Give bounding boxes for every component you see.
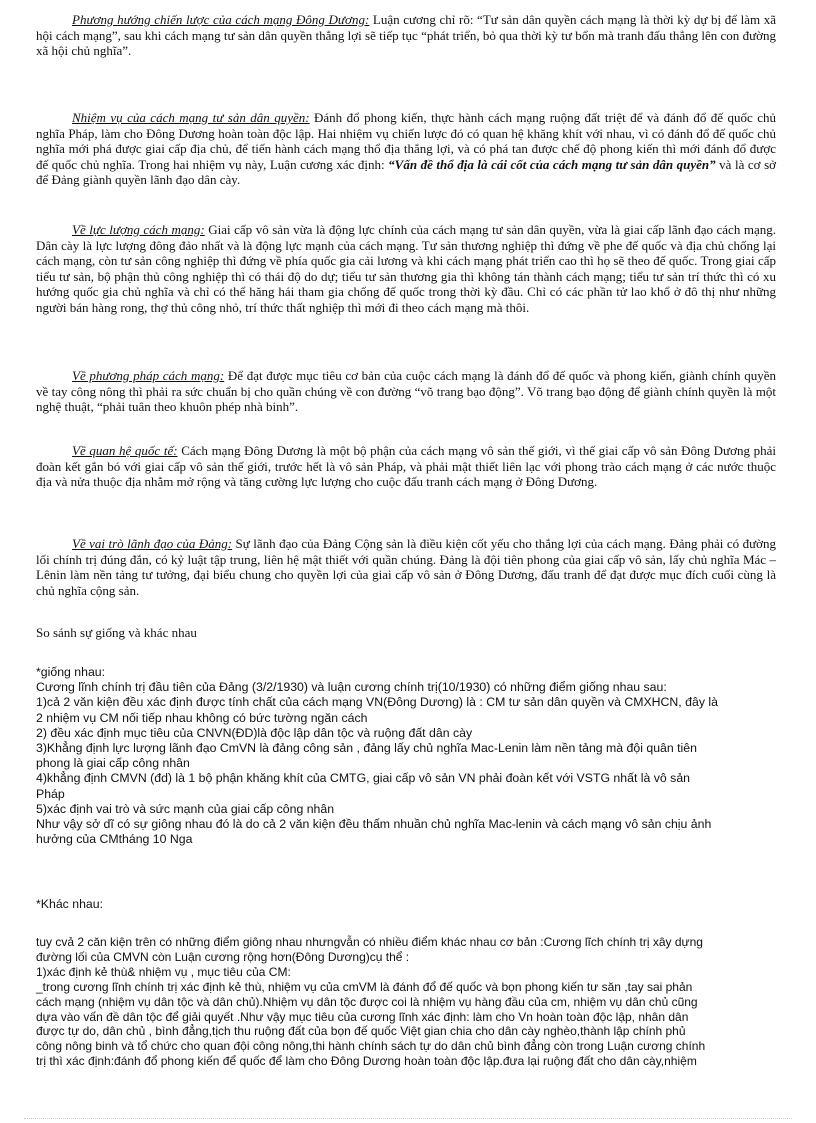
similarity-line: 5)xác định vai trò và sức mạnh của giai cấp công nhân (36, 801, 335, 816)
difference-line: công nông binh và tổ chức cho quan đội công nông,thi hành chính sách tự do dân chủ bình đẳng còn trong Luận cương chính (36, 1039, 706, 1054)
similarity-line: 1)cả 2 văn kiện đều xác định được tính chất của cách mạng VN(Đông Dương) là : CM tư sản dân quyền và CMXHCN, đây là (36, 695, 718, 710)
similarities-section (36, 665, 778, 847)
similarity-line: phong là giai cấp công nhân (36, 756, 190, 771)
similarity-line: Pháp (36, 786, 65, 801)
paragraph-tasks (36, 110, 776, 188)
paragraph-text: Luận cương chỉ rõ: “Tư sản dân quyền cách mạng là thời kỳ dự bị để làm xã hội cách mạng”, sau khi cách mạng tư sản dân quyền thắng lợi sẽ tiếp tục “phát triển, bỏ qua thời kỳ tư bổn mà tranh đấu thẳng lên con đường xã hội chủ nghĩa”. (36, 12, 776, 58)
difference-line: được tự do, dân chủ , bình đẳng,tịch thu ruộng đất của bọn đế quốc Việt gian chia cho dân cày nghèo,thành lập chính phủ (36, 1024, 686, 1039)
paragraph-lead: Nhiệm vụ của cách mạng tư sản dân quyền: (72, 110, 310, 125)
paragraph-lead: Về phương pháp cách mạng: (72, 368, 225, 383)
section-heading: *giống nhau: (36, 665, 106, 679)
paragraph-international (36, 443, 776, 490)
paragraph-text: Cách mạng Đông Dương là một bộ phận của cách mạng vô sản thế giới, vì thế giai cấp vô sản Đông Dương phải đoàn kết gắn bó với giai cấp vô sản thế giới, trước hết là vô sản Pháp, và phải mật thiết liên lạc với phong trào cách mạng ở các nước thuộc địa và nửa thuộc địa nhằm mở rộng và tăng cường lực lượng cho cuộc đấu tranh cách mạng ở Đông Dương. (36, 443, 776, 489)
paragraph-text: Đánh đổ phong kiến, thực hành cách mạng ruộng đất triệt để và đánh đổ đế quốc chủ nghĩa Pháp, làm cho Đông Dương hoàn toàn độc lập. Hai nhiệm vụ chiến lược đó có quan hệ khăng khít với nhau, vì có đánh đổ đế quốc chủ nghĩa mới phá được giai cấp địa chủ, để tiến hành cách mạng thổ địa thắng lợi, và có phá tan được chế độ phong kiến thì mới đánh đổ được đế quốc chủ nghĩa. Trong hai nhiệm vụ này, Luận cương xác định: (36, 110, 776, 172)
page-bottom-rule (24, 1118, 792, 1119)
paragraph-text: Giai cấp vô sản vừa là động lực chính của cách mạng tư sản dân quyền, vừa là giai cấp lãnh đạo cách mạng. Dân cày là lực lượng đông đảo nhất và là động lực mạnh của cách mạng. Tư sản thương nghiệp thì đứng về phe đế quốc và địa chủ chống lại cách mạng, còn tư sản công nghiệp thì đứng về phía quốc gia cải lương và khi cách mạng phát triển cao thì họ sẽ theo đế quốc. Trong giai cấp tiểu tư sản, bộ phận thủ công nghiệp thì có thái độ do dự; tiểu tư sản thương gia thì không tán thành cách mạng; tiểu tư sản trí thức thì có xu hướng quốc gia chủ nghĩa và chỉ có thể hăng hái tham gia chống đế quốc trong thời kỳ đầu. Chỉ có các phần tử lao khổ ở đô thị như những người bán hàng rong, thợ thủ công nhỏ, trí thức thất nghiệp thì mới đi theo cách mạng mà thôi. (36, 222, 776, 315)
similarity-line: 2) đều xác định mục tiêu của CNVN(ĐD)là độc lập dân tộc và ruộng đất dân cày (36, 725, 473, 740)
difference-line: trị thì xác định:đánh đổ phong kiến để quốc để làm cho Đông Dương hoàn toàn độc lập.đưa lại ruộng đất cho dân cày,nhiệm (36, 1054, 697, 1069)
paragraph-lead: Về vai trò lãnh đạo của Đảng: (72, 536, 233, 551)
differences-section (36, 935, 778, 1069)
paragraph-tail: và là cơ sở để Đảng giành quyền lãnh đạo dân cày. (36, 156, 777, 187)
difference-line: dựa vào vấn đề dân tộc để giải quyết .Như vậy mục tiêu của cương lĩnh xác định: làm cho Vn hoàn toàn độc lập, nhân dân (36, 1009, 689, 1024)
difference-line: đường lối của CMVN còn Luận cương rộng hơn(Đông Dương)cụ thể : (36, 949, 410, 964)
paragraph-lead: Về lực lượng cách mạng: (72, 222, 205, 237)
similarity-line: 3)Khẳng định lực lượng lãnh đạo CmVN là đảng công sản , đảng lấy chủ nghĩa Mac-Lenin làm nền tảng mà đội quân tiên (36, 741, 697, 756)
paragraph-lead: Phương hướng chiến lược của cách mạng Đông Dương: (72, 12, 370, 27)
difference-line: tuy cvả 2 căn kiện trên có những điểm giông nhau nhưngvẫn có nhiều điểm khác nhau cơ bản :Cương lĩch chính trị xây dựng (36, 935, 703, 949)
difference-line: _trong cương lĩnh chính trị xác định kẻ thù, nhiệm vụ của cmVM là đánh đổ đế quốc và bọn phong kiến tư săn ,tay sai phản (36, 979, 693, 994)
paragraph-methods (36, 368, 776, 415)
paragraph-strategy (36, 12, 776, 59)
paragraph-emphasis: “Vấn đề thổ địa là cái cốt của cách mạng tư sản dân quyền” (388, 156, 716, 172)
similarity-line: hưởng của CMtháng 10 Nga (36, 832, 193, 847)
differences-heading: *Khác nhau: (36, 897, 104, 911)
paragraph-text: Sự lãnh đạo của Đảng Cộng sản là điều kiện cốt yếu cho thắng lợi của cách mạng. Đảng phải có đường lối chính trị đúng đắn, có kỷ luật tập trung, liên hệ mật thiết với quần chúng. Đảng là đội tiên phong của giai cấp vô sản, lấy chủ nghĩa Mác – Lênin làm nền tảng tư tưởng, đại biểu chung cho quyền lợi của giai cấp vô sản ở Đông Dương, đấu tranh để đạt được mục đích cuối cùng là chủ nghĩa cộng sản. (36, 536, 776, 598)
paragraph-lead: Về quan hệ quốc tế: (72, 443, 178, 458)
similarity-line: Cương lĩnh chính trị đầu tiên của Đảng (3/2/1930) và luận cương chính trị(10/1930) có những điểm giống nhau sau: (36, 680, 667, 695)
paragraph-forces (36, 222, 776, 315)
compare-heading: So sánh sự giống và khác nhau (36, 625, 197, 640)
paragraph-party-role (36, 536, 776, 598)
similarity-line: Như vậy sở dĩ có sự giông nhau đó là do cả 2 văn kiện đều thấm nhuần chủ nghĩa Mac-lenin và cách mạng vô sản chịu ảnh (36, 817, 712, 832)
similarity-line: 2 nhiệm vụ CM nối tiếp nhau không có bức tường ngăn cách (36, 710, 368, 725)
difference-line: cách mạng (nhiệm vụ dân tộc và dân chủ).Nhiệm vụ dân tộc được coi là nhiệm vụ hàng đầu của cm, nhiệm vụ dân chủ cũng (36, 994, 698, 1009)
difference-line: 1)xác định kẻ thù& nhiệm vụ , mục tiêu của CM: (36, 964, 291, 979)
paragraph-text: Để đạt được mục tiêu cơ bản của cuộc cách mạng là đánh đổ đế quốc và phong kiến, giành chính quyền về tay công nông thì phải ra sức chuẩn bị cho quần chúng về con đường “võ trang bạo động”. Võ trang bạo động để giành chính quyền là một nghệ thuật, “phải tuân theo khuôn phép nhà binh”. (36, 368, 776, 414)
similarity-line: 4)khẳng định CMVN (đd) là 1 bộ phận khăng khít của CMTG, giai cấp vô sản VN phải đoàn kết với VSTG nhất là vô sản (36, 771, 690, 786)
